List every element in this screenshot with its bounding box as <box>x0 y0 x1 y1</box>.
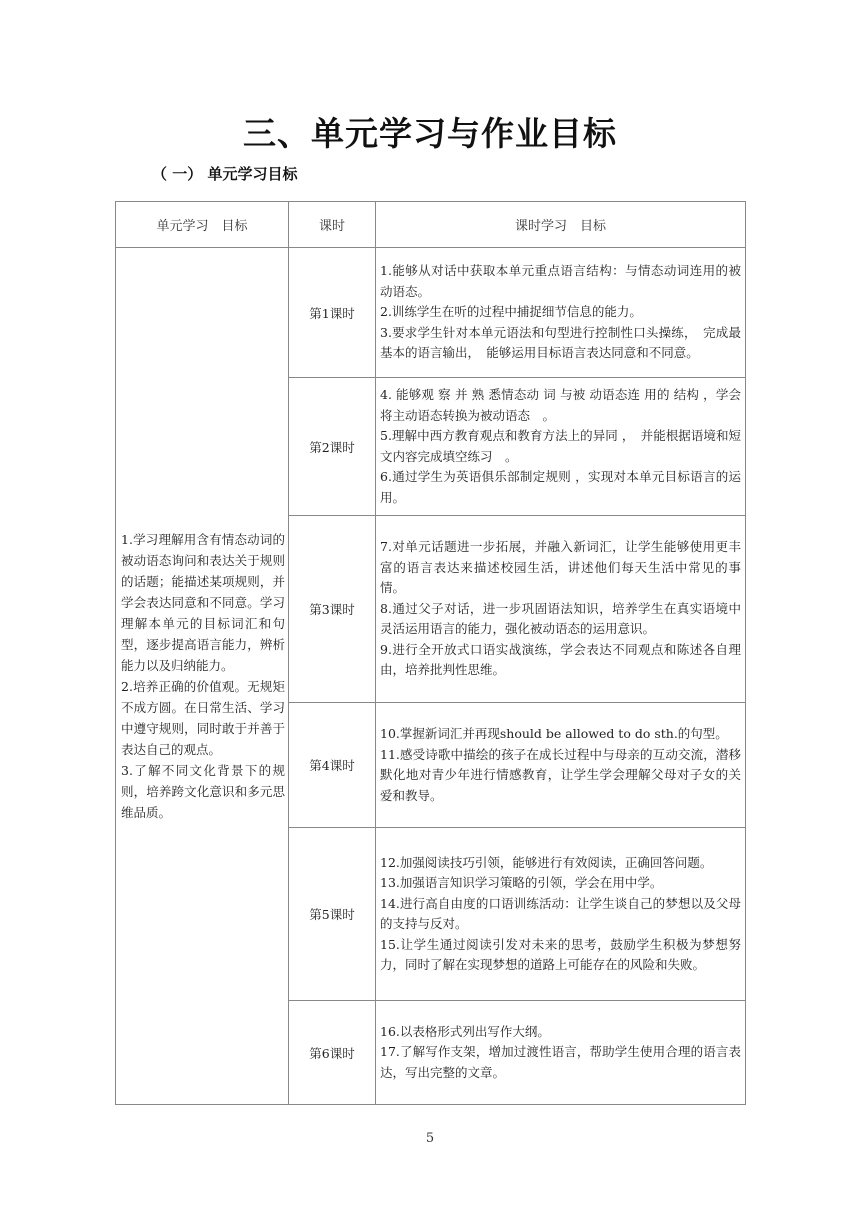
lesson-label: 第4课时 <box>289 703 376 828</box>
lesson-goal-item: 2.训练学生在听的过程中捕捉细节信息的能力。 <box>380 304 642 320</box>
lesson-goals-cell <box>376 828 746 1001</box>
lesson-goal-item: 1.能够从对话中获取本单元重点语言结构：与情态动词连用的被动语态。 <box>380 263 741 299</box>
lesson-label: 第1课时 <box>289 248 376 378</box>
lesson-goal-item: 13.加强语言知识学习策略的引领，学会在用中学。 <box>380 875 663 890</box>
table-header-row <box>116 202 746 248</box>
lesson-label: 第6课时 <box>289 1001 376 1105</box>
header-lesson: 课时 <box>289 202 376 248</box>
lesson-goal-item: 15.让学生通过阅读引发对未来的思考，鼓励学生积极为梦想努力，同时了解在实现梦想的道路上可能存在的风险和失败。 <box>380 936 741 972</box>
unit-goal-item: 1.学习理解用含有情态动词的被动语态询问和表达关于规则的话题；能描述某项规则，并学会表达同意和不同意。学习理解本单元的目标词汇和句型，逐步提高语言能力，辨析能力以及归纳能力。 <box>121 532 285 673</box>
lesson-goal-item: 9.进行全开放式口语实战演练，学会表达不同观点和陈述各自理由，培养批判性思维。 <box>380 641 741 678</box>
lesson-goal-item: 4. 能够观 察 并 熟 悉情态动 词 与被 动语态连 用的 结构 ，学会将主动语态转换为被动语态 。 <box>380 387 741 423</box>
lesson-goal-item: 3.要求学生针对本单元语法和句型进行控制性口头操练， 完成最基本的语言输出， 能够运用目标语言表达同意和不同意。 <box>380 324 741 361</box>
lesson-goals-cell <box>376 248 746 378</box>
lesson-goal-item: 16.以表格形式列出写作大纲。 <box>380 1023 550 1039</box>
section-heading: （ 一） 单元学习目标 <box>152 165 298 183</box>
unit-goal-item: 3.了解不同文化背景下的规则，培养跨文化意识和多元思维品质。 <box>121 763 285 820</box>
lesson-goal-item: 12.加强阅读技巧引领，能够进行有效阅读，正确回答问题。 <box>380 854 713 870</box>
lesson-goal-item: 11.感受诗歌中描绘的孩子在成长过程中与母亲的互动交流，潜移默化地对青少年进行情感教育，让学生学会理解父母对子女的关爱和教导。 <box>380 746 741 803</box>
header-lesson-goals: 课时学习 目标 <box>376 202 746 248</box>
lesson-goals-cell <box>376 703 746 828</box>
lesson-goal-item: 14.进行高自由度的口语训练活动：让学生谈自己的梦想以及父母的支持与反对。 <box>380 895 741 931</box>
lesson-goals-cell <box>376 1001 746 1105</box>
lesson-goals-cell <box>376 378 746 516</box>
header-unit-goals: 单元学习 目标 <box>116 202 289 248</box>
lesson-goal-item: 10.掌握新词汇并再现should be allowed to do sth.的句型。 <box>380 726 728 741</box>
lesson-label: 第2课时 <box>289 378 376 516</box>
lesson-goal-item: 7.对单元话题进一步拓展，并融入新词汇，让学生能够使用更丰富的语言表达来描述校园生活，讲述他们每天生活中常见的事情。 <box>380 539 741 596</box>
page-number: 5 <box>425 1131 435 1146</box>
lesson-label: 第3课时 <box>289 516 376 703</box>
lesson-goal-item: 6.通过学生为英语俱乐部制定规则 ，实现对本单元目标语言的运用。 <box>380 469 741 505</box>
unit-goal-item: 2.培养正确的价值观。无规矩不成方圆。在日常生活、学习中遵守规则，同时敢于并善于表达自己的观点。 <box>121 679 285 757</box>
objectives-table <box>115 201 746 1105</box>
lesson-goal-item: 8.通过父子对话，进一步巩固语法知识，培养学生在真实语境中灵活运用语言的能力，强化被动语态的运用意识。 <box>380 600 741 637</box>
page-title: 三、单元学习与作业目标 <box>243 114 617 153</box>
lesson-goal-item: 5.理解中西方教育观点和教育方法上的异同 ， 并能根据语境和短文内容完成填空练习 。 <box>380 428 741 464</box>
lesson-goals-cell <box>376 516 746 703</box>
lesson-goal-item: 17.了解写作支架，增加过渡性语言，帮助学生使用合理的语言表达，写出完整的文章。 <box>380 1044 741 1080</box>
table-row <box>116 248 746 378</box>
lesson-label: 第5课时 <box>289 828 376 1001</box>
unit-goals-cell <box>116 248 289 1105</box>
